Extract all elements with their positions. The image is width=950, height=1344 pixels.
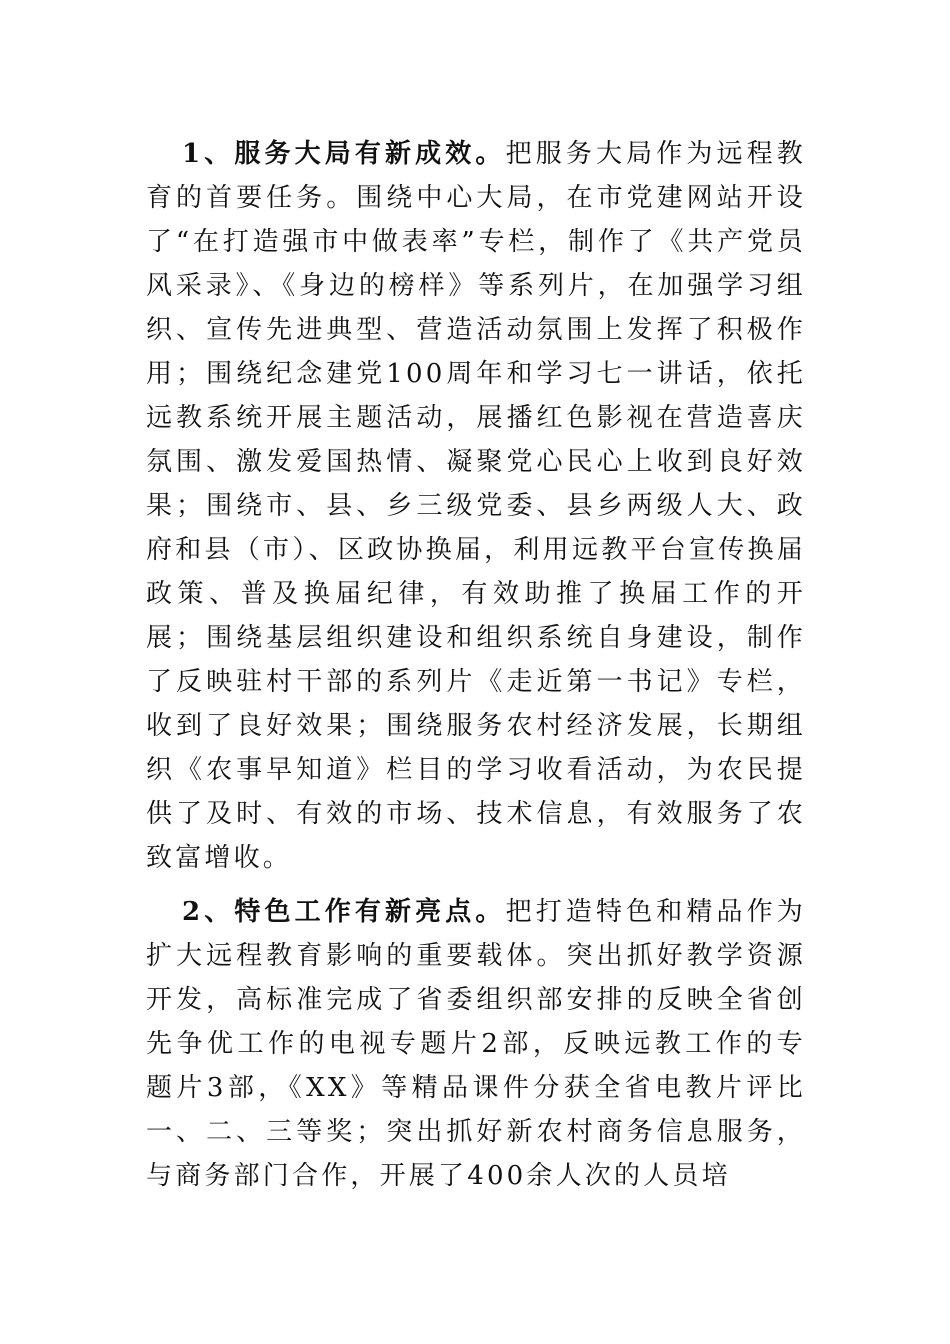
paragraph-heading: 2、特色工作有新亮点。 — [182, 897, 506, 927]
document-page — [146, 132, 806, 1198]
paragraph-featured-work — [146, 890, 806, 1198]
paragraph-body: 把打造特色和精品作为扩大远程教育影响的重要载体。突出抓好教学资源开发，高标准完成了省委组织部安排的反映全省创先争优工作的电视专题片2部，反映远教工作的专题片3部，《XX》等精品课件分获全省电教片评比一、二、三等奖；突出抓好新农村商务信息服务，与商务部门合作，开展了400余人次的人员培 — [146, 897, 806, 1191]
paragraph-body: 把服务大局作为远程教育的首要任务。围绕中心大局，在市党建网站开设了“在打造强市中做表率”专栏，制作了《共产党员风采录》、《身边的榜样》等系列片，在加强学习组织、宣传先进典型、营造活动氛围上发挥了积极作用；围绕纪念建党100周年和学习七一讲话，依托远教系统开展主题活动，展播红色影视在营造喜庆氛围、激发爱国热情、凝聚党心民心上收到良好效果；围绕市、县、乡三级党委、县乡两级人大、政府和县（市）、区政协换届，利用远教平台宣传换届政策、普及换届纪律，有效助推了换届工作的开展；围绕基层组织建设和组织系统自身建设，制作了反映驻村干部的系列片《走近第一书记》专栏，收到了良好效果；围绕服务农村经济发展，长期组织《农事早知道》栏目的学习收看活动，为农民提供了及时、有效的市场、技术信息，有效服务了农致富增收。 — [146, 139, 806, 873]
paragraph-service-overall — [146, 132, 806, 880]
paragraph-heading: 1、服务大局有新成效。 — [182, 139, 506, 169]
